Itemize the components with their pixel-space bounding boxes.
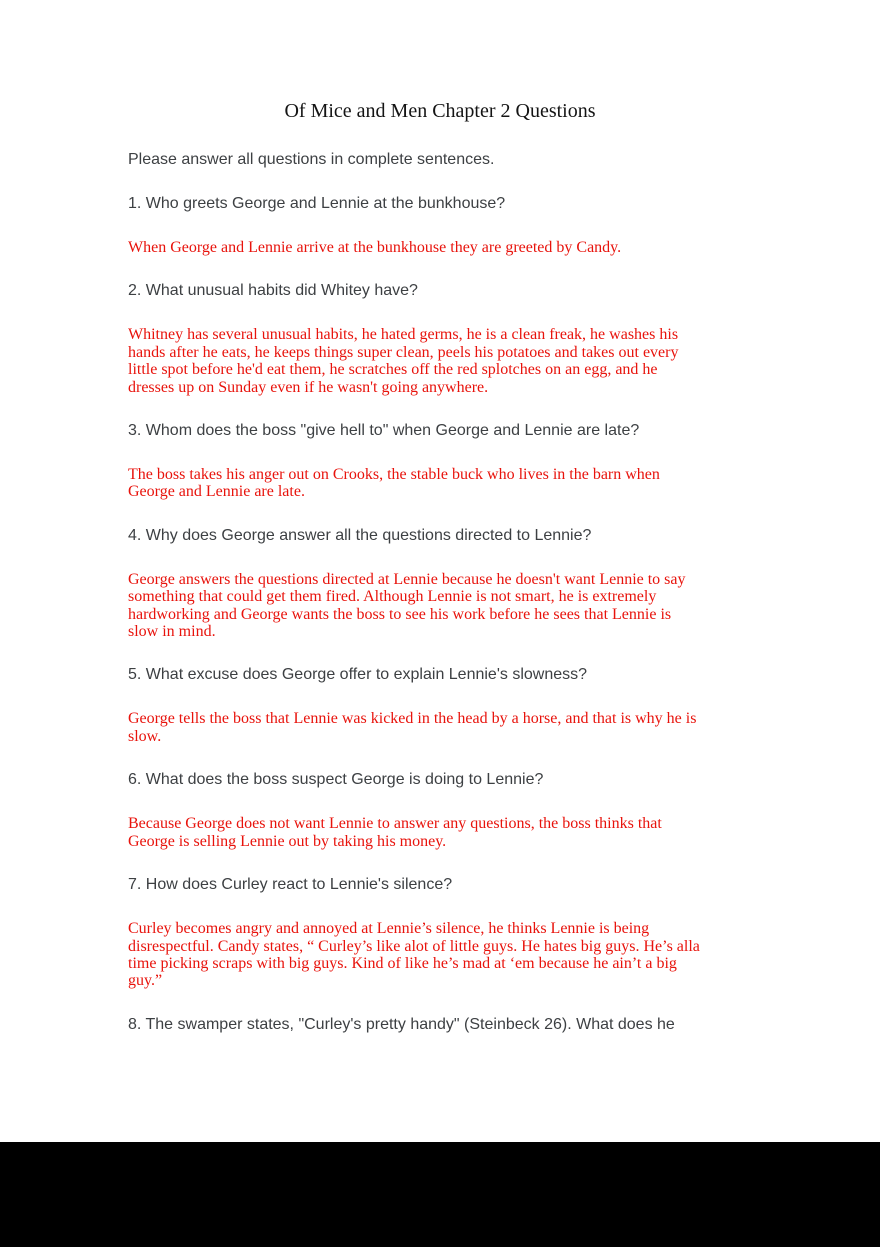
answer-text bbox=[128, 326, 770, 396]
question-text: 6. What does the boss suspect George is doing to Lennie? bbox=[128, 771, 544, 789]
answer-line: time picking scraps with big guys. Kind of like he’s mad at ‘em because he ain’t a big bbox=[128, 954, 677, 972]
answer-line: George tells the boss that Lennie was kicked in the head by a horse, and that is why he is bbox=[128, 710, 697, 728]
answer-text bbox=[128, 466, 770, 501]
answer-text bbox=[128, 710, 770, 745]
answer-text bbox=[128, 571, 770, 641]
document-content bbox=[0, 123, 880, 1034]
question-text: 4. Why does George answer all the questions directed to Lennie? bbox=[128, 526, 592, 544]
answer-line: guy.” bbox=[128, 972, 163, 990]
answer-line: Curley becomes angry and annoyed at Lennie’s silence, he thinks Lennie is being bbox=[128, 920, 650, 938]
question-text: 2. What unusual habits did Whitey have? bbox=[128, 282, 418, 300]
question-text: 5. What excuse does George offer to explain Lennie's slowness? bbox=[128, 666, 588, 684]
question-text: 8. The swamper states, "Curley's pretty handy" (Steinbeck 26). What does he bbox=[128, 1015, 675, 1033]
answer-line: dresses up on Sunday even if he wasn't going anywhere. bbox=[128, 378, 489, 396]
answer-text bbox=[128, 239, 770, 256]
answer-line: Whitney has several unusual habits, he hated germs, he is a clean freak, he washes his bbox=[128, 326, 679, 344]
question-text: 7. How does Curley react to Lennie's silence? bbox=[128, 876, 453, 894]
answer-text bbox=[128, 815, 770, 850]
question-text: 3. Whom does the boss "give hell to" when George and Lennie are late? bbox=[128, 422, 640, 440]
answer-line: George answers the questions directed at Lennie because he doesn't want Lennie to say bbox=[128, 570, 686, 588]
qa-list bbox=[128, 195, 770, 1034]
answer-line: George is selling Lennie out by taking his money. bbox=[128, 832, 447, 850]
answer-line: disrespectful. Candy states, “ Curley’s like alot of little guys. He hates big guys. He’s alla bbox=[128, 937, 700, 955]
answer-line: The boss takes his anger out on Crooks, the stable buck who lives in the barn when bbox=[128, 466, 660, 484]
footer-bar bbox=[0, 1142, 880, 1247]
answer-text bbox=[128, 920, 770, 990]
question-text: 1. Who greets George and Lennie at the bunkhouse? bbox=[128, 195, 506, 212]
answer-line: little spot before he'd eat them, he scratches off the red splotches on an egg, and he bbox=[128, 361, 658, 379]
page-title: Of Mice and Men Chapter 2 Questions bbox=[284, 100, 596, 122]
answer-line: hands after he eats, he keeps things super clean, peels his potatoes and takes out every bbox=[128, 343, 679, 361]
answer-line: slow. bbox=[128, 727, 162, 745]
answer-line: George and Lennie are late. bbox=[128, 483, 305, 501]
answer-line: hardworking and George wants the boss to see his work before he sees that Lennie is bbox=[128, 605, 672, 623]
instruction-text: Please answer all questions in complete sentences. bbox=[128, 151, 495, 168]
answer-line: slow in mind. bbox=[128, 623, 216, 641]
answer-line: When George and Lennie arrive at the bunkhouse they are greeted by Candy. bbox=[128, 239, 622, 256]
answer-line: something that could get them fired. Although Lennie is not smart, he is extremely bbox=[128, 588, 657, 606]
answer-line: Because George does not want Lennie to answer any questions, the boss thinks that bbox=[128, 815, 662, 833]
